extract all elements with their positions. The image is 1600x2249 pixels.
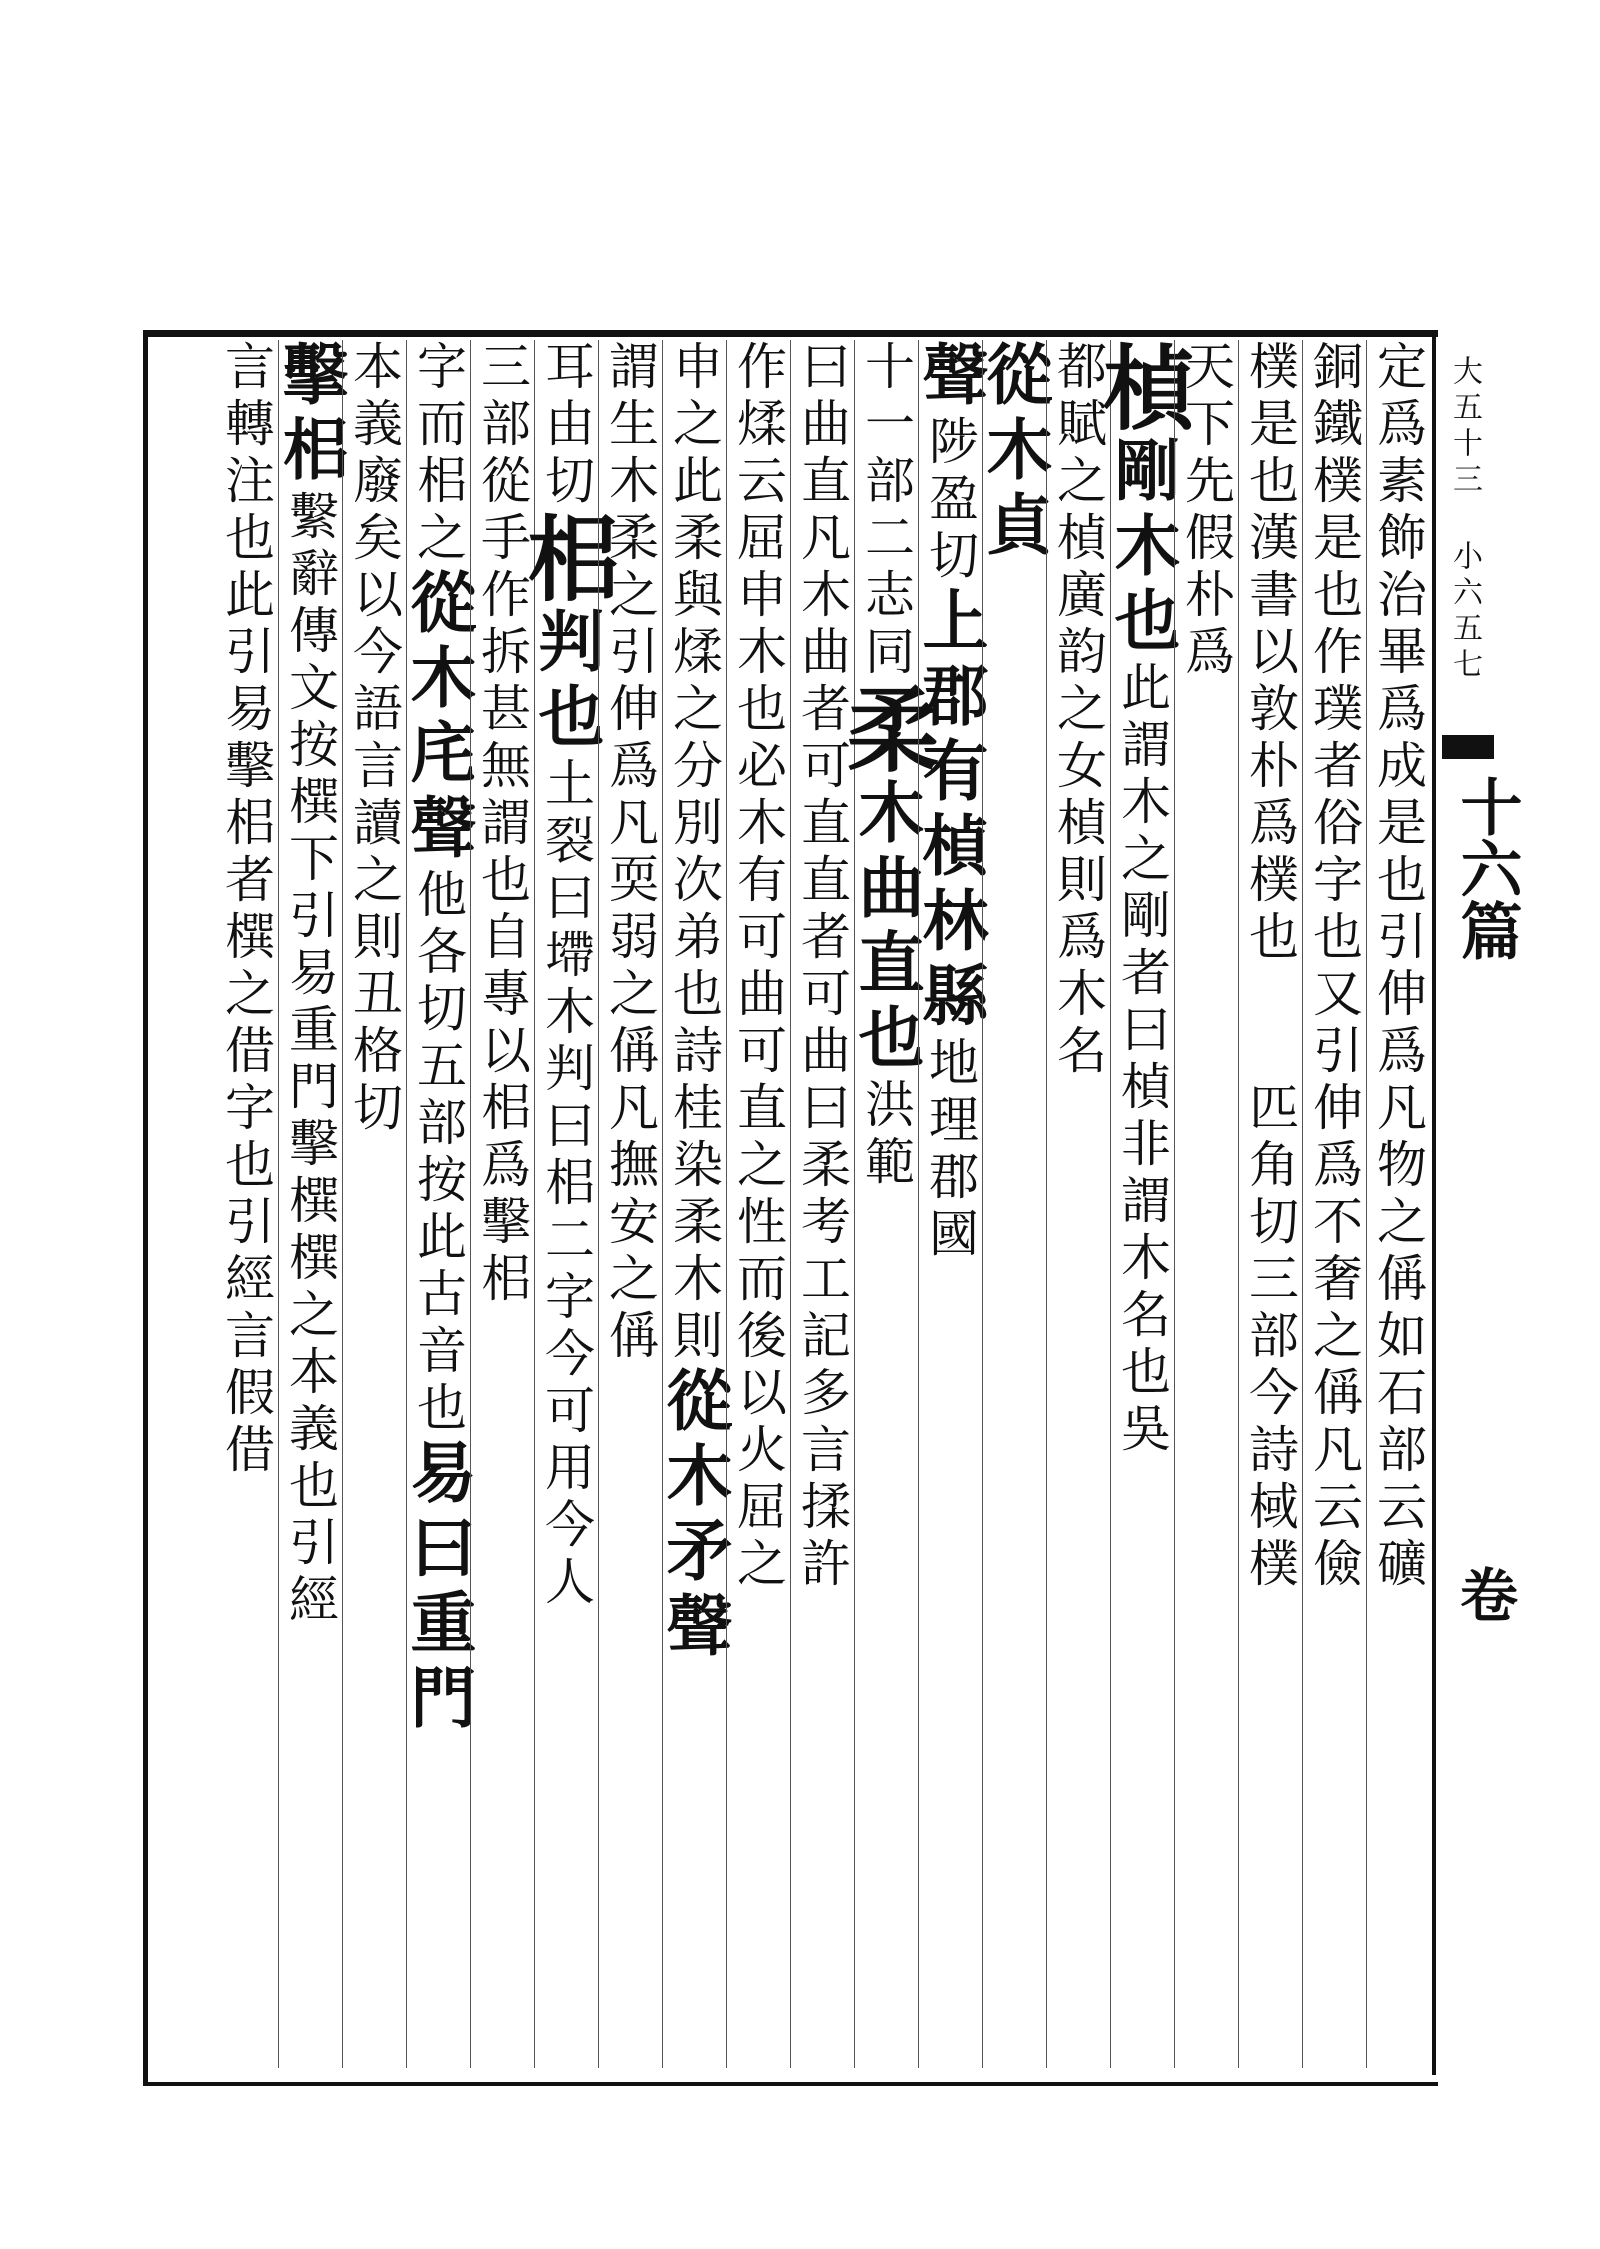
text-column — [342, 340, 406, 2068]
text-column — [214, 340, 278, 2068]
commentary-text: 申之此柔與煣之分別次弟也詩桂染柔木則 — [665, 340, 723, 1366]
section-title: 十六篇 — [1450, 775, 1523, 961]
page-margin — [1442, 355, 1523, 1855]
headword-text: 從木矛聲 — [655, 1366, 733, 1666]
black-block-marker — [1442, 735, 1494, 759]
commentary-text: 耳由切 — [537, 340, 595, 511]
headword-text: 聲 — [911, 340, 989, 415]
text-columns — [150, 340, 1430, 2068]
commentary-text: 樸是也漢書以敦朴爲樸也 匹角切三部今詩棫樸 — [1241, 340, 1299, 1594]
margin-note: 大五十三 小六五七 — [1447, 355, 1482, 684]
text-column — [1088, 340, 1196, 2068]
text-column — [271, 340, 349, 2068]
commentary-text: 定爲素飾治畢爲成是也引伸爲凡物之偁如石部云礦 — [1369, 340, 1427, 1594]
commentary-text: 從手作拆甚無謂也自專以㭒爲擊㭒 — [473, 454, 531, 1309]
headword-text: 擊㭒 — [271, 340, 349, 490]
commentary-text: 字而㭒之 — [409, 340, 467, 568]
headword-text: 從木㡯聲 — [399, 568, 477, 868]
commentary-text: 土裂曰墆木判曰㭒二字今可用今人 — [537, 757, 595, 1612]
commentary-text: 洪範 — [857, 1078, 915, 1192]
text-column — [399, 340, 477, 2068]
headword-text: 易曰重門 — [399, 1438, 477, 1738]
commentary-text: 言轉注也此引易擊㭒者㯢之借字也引經言假借 — [217, 340, 275, 1480]
headword-text: 木曲直也 — [847, 778, 925, 1078]
text-column — [512, 340, 620, 2068]
commentary-text: 天下先假朴爲 — [1177, 340, 1235, 682]
commentary-text: 他各切五部按此古音也 — [409, 868, 467, 1438]
commentary-text: 銅鐵樸是也作璞者俗字也又引伸爲不奢之偁凡云儉 — [1305, 340, 1363, 1594]
commentary-text: 曰曲直凡木曲者可直直者可曲曰柔考工記多言揉許 — [793, 340, 851, 1594]
commentary-text: 謂生木柔之引伸爲凡耎弱之偁凡撫安之偁 — [601, 340, 659, 1366]
headword-text: 判也 — [527, 607, 605, 757]
seal-character: 㭒 — [512, 511, 620, 607]
text-column — [1046, 340, 1110, 2068]
commentary-text: 三部 — [473, 340, 531, 454]
page-frame-right-edge — [1432, 330, 1436, 2075]
commentary-text: 此謂木之剛者曰楨非謂木名也吳 — [1113, 661, 1171, 1459]
commentary-text: 地理郡國 — [921, 1036, 979, 1264]
commentary-text: 本義廢矣 — [345, 340, 403, 568]
commentary-text: 都賦之楨廣韵之女楨則爲木名 — [1049, 340, 1107, 1081]
text-column — [790, 340, 854, 2068]
commentary-text: 以今語言讀之則丑格切 — [345, 568, 403, 1138]
leaf-number: 卷 — [1450, 1565, 1518, 1623]
commentary-text: 作煣云屈申木也必木有可曲可直之性而後以火屈之 — [729, 340, 787, 1594]
text-column — [975, 340, 1053, 2068]
text-column — [655, 340, 733, 2068]
text-column — [1174, 340, 1238, 2068]
commentary-text: 二志同 — [857, 511, 915, 682]
seal-character: 柔 — [832, 682, 940, 778]
commentary-text: 陟盈切 — [921, 415, 979, 586]
text-column — [1366, 340, 1430, 2068]
text-column — [911, 340, 989, 2068]
headword-text: 剛木也 — [1103, 436, 1181, 661]
text-column — [832, 340, 940, 2068]
commentary-text: 繫辭傳文按㯢下引易重門擊㯢㯢之本義也引經 — [281, 490, 339, 1630]
commentary-text: 十一部 — [857, 340, 915, 511]
headword-text: 上郡有楨林縣 — [911, 586, 989, 1036]
text-column — [726, 340, 790, 2068]
seal-character: 楨 — [1088, 340, 1196, 436]
headword-text: 從木貞 — [975, 340, 1053, 565]
text-column — [1302, 340, 1366, 2068]
text-column — [598, 340, 662, 2068]
text-column — [1238, 340, 1302, 2068]
